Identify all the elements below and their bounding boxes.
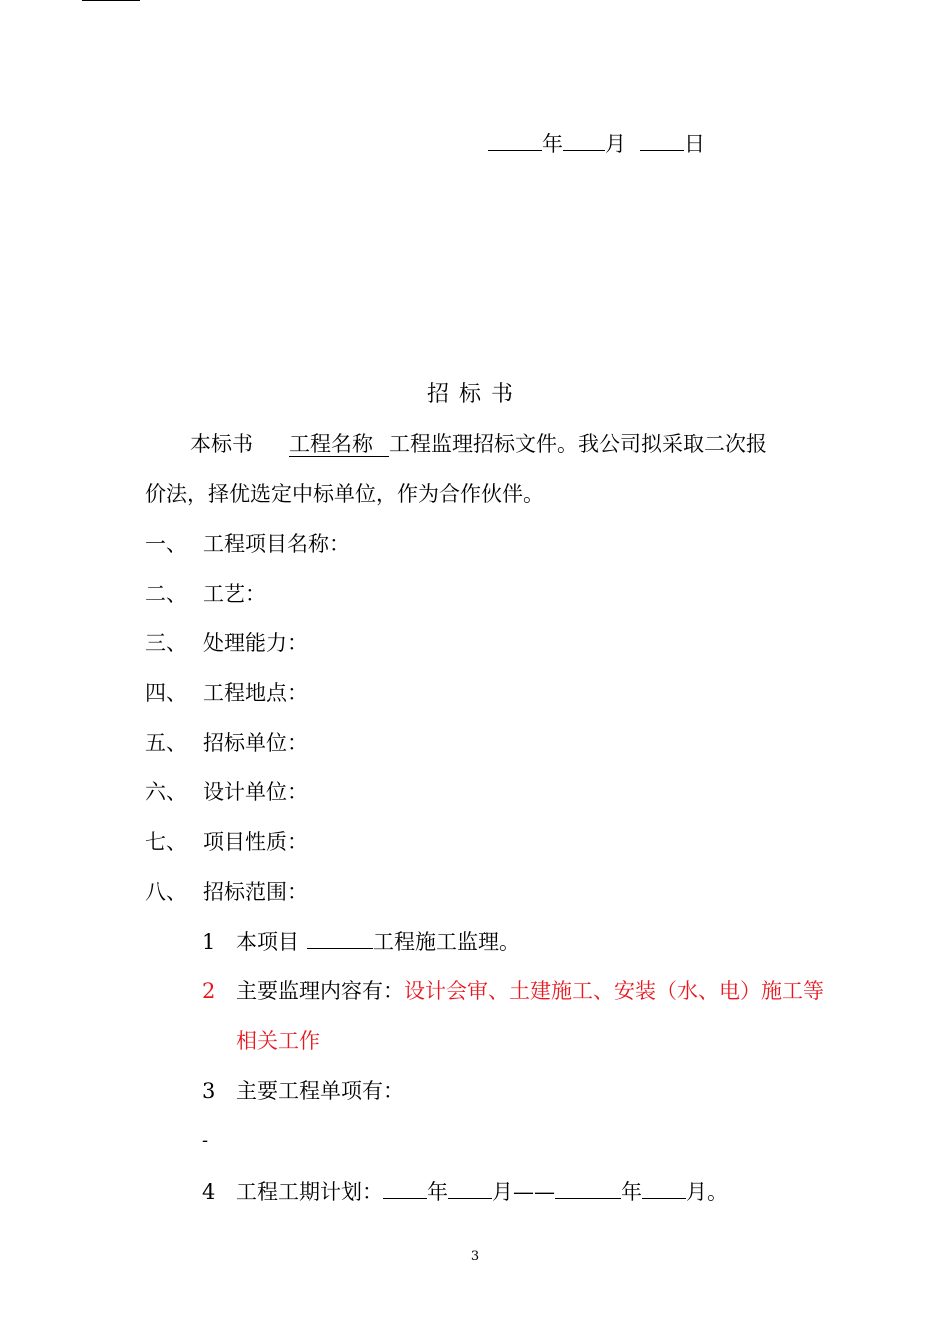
month2-label: 月。	[686, 1180, 728, 1204]
project-name-field[interactable]: 工程名称	[289, 432, 389, 457]
scope-item-2-cont: 相关工作	[236, 1029, 320, 1053]
section-label: 设计单位：	[203, 780, 308, 804]
section-marker: 四、	[145, 681, 187, 705]
section-marker: 八、	[145, 880, 187, 904]
item-prefix: 本项目	[236, 930, 299, 954]
end-month-blank[interactable]	[642, 1180, 686, 1199]
section-marker: 二、	[145, 582, 187, 606]
section-5	[145, 727, 308, 757]
section-marker: 五、	[145, 731, 187, 755]
section-marker: 六、	[145, 780, 187, 804]
day-blank[interactable]	[640, 132, 684, 151]
section-marker: 七、	[145, 830, 187, 854]
page-title: 招标书	[426, 382, 523, 407]
top-rule	[82, 0, 140, 1]
day-label: 日	[684, 132, 705, 156]
scope-item-2	[202, 975, 824, 1005]
start-year-blank[interactable]	[383, 1180, 427, 1199]
date-line	[488, 128, 705, 158]
section-label: 项目性质：	[203, 830, 308, 854]
item-number: 3	[202, 1079, 216, 1103]
start-month-blank[interactable]	[448, 1180, 492, 1199]
item-number: 1	[202, 930, 216, 954]
intro-line-2: 价法，择优选定中标单位，作为合作伙伴。	[145, 482, 544, 506]
section-label: 工程项目名称：	[203, 532, 350, 556]
item-red-text: 设计会审、土建施工、安装（水、电）施工等	[404, 979, 824, 1003]
intro-prefix: 本标书	[190, 432, 253, 456]
section-4	[145, 677, 308, 707]
year-label: 年	[427, 1180, 448, 1204]
section-label: 招标单位：	[203, 731, 308, 755]
item-number: 4	[202, 1180, 216, 1204]
item-prefix: 主要监理内容有：	[236, 979, 404, 1003]
section-label: 工程地点：	[203, 681, 308, 705]
intro-line-1	[190, 428, 767, 458]
year-blank[interactable]	[488, 132, 542, 151]
section-3	[145, 627, 308, 657]
intro-rest: 工程监理招标文件。我公司拟采取二次报	[389, 432, 767, 456]
item-suffix: 工程施工监理。	[373, 930, 520, 954]
section-6	[145, 776, 308, 806]
section-marker: 三、	[145, 631, 187, 655]
scope-item-3	[202, 1075, 404, 1105]
section-8	[145, 876, 308, 906]
section-label: 招标范围：	[203, 880, 308, 904]
dash-line: -	[202, 1130, 209, 1151]
item-prefix: 工程工期计划：	[236, 1180, 383, 1204]
section-label: 工艺：	[203, 582, 266, 606]
month-label: 月	[605, 132, 626, 156]
section-1	[145, 528, 350, 558]
end-year-blank[interactable]	[555, 1180, 621, 1199]
section-2	[145, 578, 266, 608]
item-text: 主要工程单项有：	[236, 1079, 404, 1103]
page-number: 3	[470, 1249, 480, 1264]
month-blank[interactable]	[563, 132, 605, 151]
scope-item-4	[202, 1176, 728, 1206]
item-number: 2	[202, 979, 216, 1003]
section-7	[145, 826, 308, 856]
year2-label: 年	[621, 1180, 642, 1204]
project-blank[interactable]	[307, 930, 373, 949]
month-label: 月——	[492, 1180, 555, 1204]
scope-item-1	[202, 926, 520, 956]
section-marker: 一、	[145, 532, 187, 556]
section-label: 处理能力：	[203, 631, 308, 655]
year-label: 年	[542, 132, 563, 156]
